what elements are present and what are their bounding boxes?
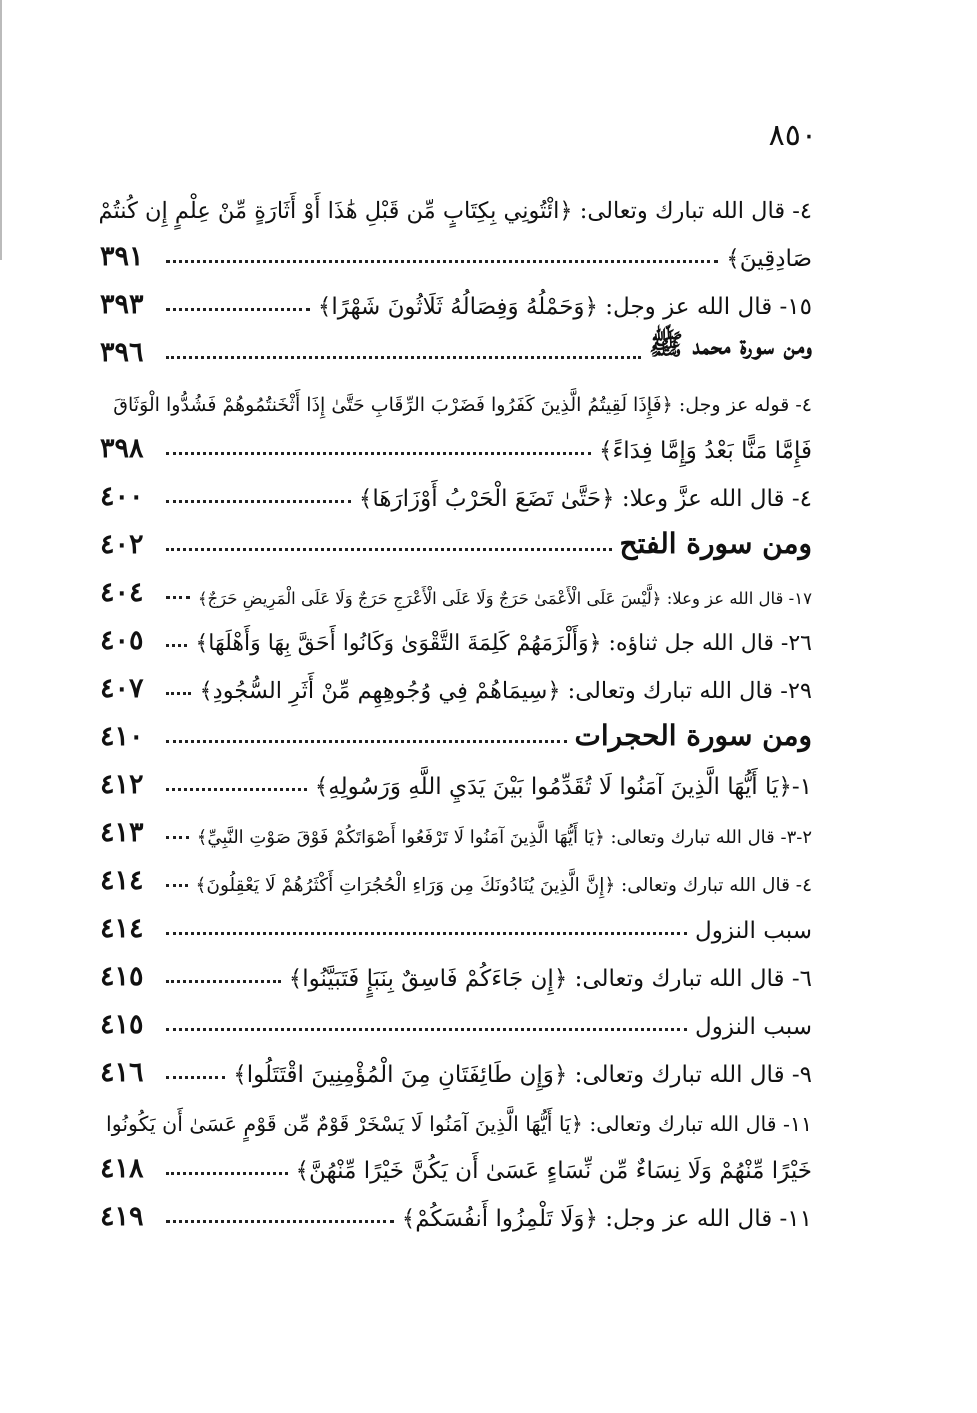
entry-page: ٣٩٣ xyxy=(100,289,144,320)
entry-page: ٤٠٧ xyxy=(100,673,144,704)
entry-page: ٤١٥ xyxy=(100,961,144,992)
entry-text: ١٥- قال الله عز وجل: ﴿وَحَمْلُهُ وَفِصَالُهُ ثَلَاثُونَ شَهْرًا﴾ xyxy=(317,294,812,320)
entry-text: ٩- قال الله تبارك وتعالى: ﴿وَإِن طَائِفَتَانِ مِنَ الْمُؤْمِنِينَ اقْتَتَلُوا﴾ xyxy=(233,1062,812,1088)
entry-page: ٤١٢ xyxy=(100,769,144,800)
table-of-contents xyxy=(100,176,812,1232)
leader-dots xyxy=(166,932,687,935)
leader-dots xyxy=(166,356,641,359)
leader-dots xyxy=(166,644,187,647)
entry-text: ٢٦- قال الله جل ثناؤه: ﴿وَأَلْزَمَهُمْ كَلِمَةَ التَّقْوَىٰ وَكَانُوا أَحَقَّ بِهَا وَأَهْلَهَا﴾ xyxy=(195,631,812,656)
entry-text: ٦- قال الله تبارك وتعالى: ﴿إِن جَاءَكُمْ فَاسِقٌ بِنَبَإٍ فَتَبَيَّنُوا﴾ xyxy=(288,966,812,992)
page-number: ٨٥٠ xyxy=(768,118,817,153)
entry-text: ٤- قال الله عزَّ وعلا: ﴿حَتَّىٰ تَضَعَ الْحَرْبُ أَوْزَارَهَا﴾ xyxy=(358,486,812,512)
entry-text: ٤- قال الله تبارك وتعالى: ﴿إِنَّ الَّذِينَ يُنَادُونَكَ مِن وَرَاءِ الْحُجُرَاتِ أَكْثَرُهُمْ لَا يَعْقِلُونَ﴾ xyxy=(195,875,812,896)
entry-page: ٤١٩ xyxy=(100,1201,144,1232)
leader-dots xyxy=(166,452,591,455)
toc-section-heading xyxy=(100,704,812,752)
toc-entry xyxy=(100,272,812,320)
entry-text: صَادِقِينَ﴾ xyxy=(726,246,812,272)
toc-entry xyxy=(100,368,812,416)
entry-page: ٣٩٨ xyxy=(100,433,144,464)
page-edge-line xyxy=(0,0,2,260)
toc-entry xyxy=(100,560,812,608)
toc-entry xyxy=(100,176,812,224)
leader-dots xyxy=(166,836,189,839)
entry-page: ٤١٤ xyxy=(100,865,144,896)
entry-page: ٤١٣ xyxy=(100,817,144,848)
entry-text: ١١- قال الله تبارك وتعالى: ﴿يَا أَيُّهَا الَّذِينَ آمَنُوا لَا يَسْخَرْ قَوْمٌ مِّن قَوْمٍ عَسَىٰ أَن يَكُونُوا xyxy=(106,1112,812,1136)
toc-entry xyxy=(100,1040,812,1088)
entry-page: ٤٠٤ xyxy=(100,577,144,608)
toc-entry xyxy=(100,1136,812,1184)
leader-dots xyxy=(166,548,612,551)
entry-text: فَإِمَّا مَنًّا بَعْدُ وَإِمَّا فِدَاءً﴾ xyxy=(599,438,812,464)
toc-entry xyxy=(100,992,812,1040)
leader-dots xyxy=(166,1220,394,1223)
entry-text: سبب النزول xyxy=(695,1014,812,1040)
leader-dots xyxy=(166,692,191,695)
toc-entry xyxy=(100,1088,812,1136)
entry-text: سبب النزول xyxy=(695,918,812,944)
toc-entry xyxy=(100,416,812,464)
entry-text: ٢٩- قال الله تبارك وتعالى: ﴿سِيمَاهُمْ فِي وُجُوهِهِم مِّنْ أَثَرِ السُّجُودِ﴾ xyxy=(199,678,812,704)
entry-page: ٤١٠ xyxy=(100,721,144,752)
toc-entry xyxy=(100,896,812,944)
toc-entry xyxy=(100,800,812,848)
entry-page: ٤٠٢ xyxy=(100,529,144,560)
entry-page: ٣٩١ xyxy=(100,241,144,272)
leader-dots xyxy=(166,788,307,791)
heading-text: ومن سورة الفتح xyxy=(619,527,812,560)
entry-text: ٤- قال الله تبارك وتعالى: ﴿ائْتُونِي بِكِتَابٍ مِّن قَبْلِ هَٰذَا أَوْ أَثَارَةٍ مِّنْ عِلْمٍ إِن كُنتُمْ xyxy=(98,198,812,224)
toc-entry xyxy=(100,656,812,704)
entry-page: ٣٩٦ xyxy=(100,337,144,368)
entry-page: ٤١٥ xyxy=(100,1009,144,1040)
entry-text: ١-﴿يَا أَيُّهَا الَّذِينَ آمَنُوا لَا تُقَدِّمُوا بَيْنَ يَدَيِ اللَّهِ وَرَسُولِهِ﴾ xyxy=(314,774,812,800)
entry-page: ٤١٤ xyxy=(100,913,144,944)
toc-entry xyxy=(100,848,812,896)
entry-text: خَيْرًا مِّنْهُمْ وَلَا نِسَاءٌ مِّن نِّسَاءٍ عَسَىٰ أَن يَكُنَّ خَيْرًا مِّنْهُنَّ﴾ xyxy=(295,1158,812,1184)
leader-dots xyxy=(166,260,718,263)
heading-text: ومن سورة الحجرات xyxy=(574,719,812,752)
toc-entry xyxy=(100,608,812,656)
toc-section-heading xyxy=(100,512,812,560)
entry-text: ٤- قوله عز وجل: ﴿فَإِذَا لَقِيتُمُ الَّذِينَ كَفَرُوا فَضَرْبَ الرِّقَابِ حَتَّىٰ إِذَا أَثْخَنتُمُوهُمْ فَشُدُّوا الْوَثَاقَ xyxy=(113,394,812,416)
entry-text: ١٧- قال الله عز وعلا: ﴿لَّيْسَ عَلَى الْأَعْمَىٰ حَرَجٌ وَلَا عَلَى الْأَعْرَجِ حَرَجٌ وَلَا عَلَى الْمَرِيضِ حَرَجٌ﴾ xyxy=(197,589,812,608)
toc-entry xyxy=(100,1184,812,1232)
entry-page: ٤٠٥ xyxy=(100,625,144,656)
leader-dots xyxy=(166,596,190,599)
leader-dots xyxy=(166,308,310,311)
heading-text: ومن سورة محمد ﷺ xyxy=(649,328,812,361)
leader-dots xyxy=(166,1076,225,1079)
leader-dots xyxy=(166,884,188,887)
entry-page: ٤٠٠ xyxy=(100,481,144,512)
entry-page: ٤١٦ xyxy=(100,1057,144,1088)
leader-dots xyxy=(166,740,567,743)
entry-text: ٢-٣- قال الله تبارك وتعالى: ﴿يَا أَيُّهَا الَّذِينَ آمَنُوا لَا تَرْفَعُوا أَصْوَاتَكُمْ فَوْقَ صَوْتِ النَّبِيِّ﴾ xyxy=(196,827,812,848)
leader-dots xyxy=(166,980,281,983)
toc-entry xyxy=(100,944,812,992)
entry-text: ١١- قال الله عز وجل: ﴿وَلَا تَلْمِزُوا أَنفُسَكُمْ﴾ xyxy=(401,1206,812,1232)
leader-dots xyxy=(166,500,351,503)
leader-dots xyxy=(166,1172,288,1175)
toc-entry xyxy=(100,464,812,512)
toc-section-heading xyxy=(100,320,812,368)
entry-page: ٤١٨ xyxy=(100,1153,144,1184)
toc-entry xyxy=(100,224,812,272)
leader-dots xyxy=(166,1028,687,1031)
toc-entry xyxy=(100,752,812,800)
